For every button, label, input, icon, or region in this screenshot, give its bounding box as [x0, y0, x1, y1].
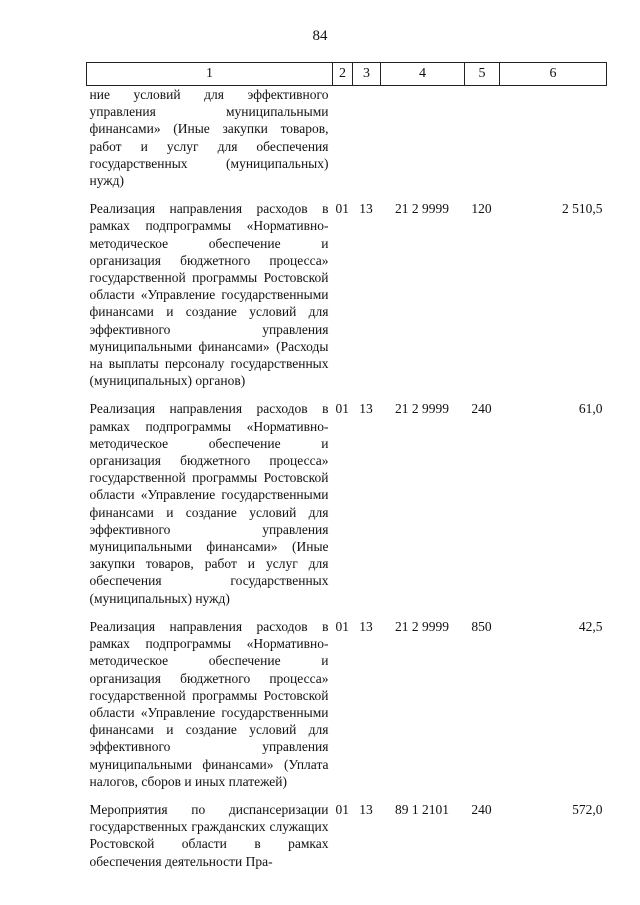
row-expense-type: 240	[471, 801, 492, 817]
row-section: 01	[335, 801, 349, 817]
table-header-row	[87, 63, 607, 86]
budget-table	[86, 62, 607, 881]
row-expense-type: 240	[471, 401, 492, 417]
row-expense-type	[465, 86, 500, 201]
row-expense-type: 850	[471, 618, 492, 634]
row-description: ние условий для эффективного управления муниципальными финансами» (Иные закупки товаров, работ и услуг для обеспечения государственных (муниципальных) нужд)	[89, 87, 329, 189]
row-amount: 61,0	[578, 401, 603, 417]
row-subsection: 13	[359, 618, 373, 634]
row-description: Мероприятия по диспансеризации государственных гражданских служащих Ростовской области в рамках обеспечения деятельности Пра-	[89, 801, 329, 869]
row-amount	[500, 86, 607, 201]
row-subsection: 13	[359, 801, 373, 817]
table-row	[87, 618, 607, 801]
row-description: Реализация направления расходов в рамках подпрограммы «Нормативно-методическое обеспечение и организация бюджетного процесса» государственной программы Ростовской области «Управление государственными финансами и создание условий для эффективного управления муниципальными финансами» (Уплата налогов, сборов и иных платежей)	[89, 618, 329, 789]
header-col-6: 6	[500, 63, 607, 86]
row-section	[333, 86, 353, 201]
row-target-item: 21 2 9999	[395, 201, 449, 217]
row-subsection: 13	[359, 401, 373, 417]
row-amount: 42,5	[578, 618, 603, 634]
row-expense-type: 120	[471, 201, 492, 217]
row-target-item: 21 2 9999	[395, 401, 449, 417]
header-col-4: 4	[381, 63, 465, 86]
row-target-item: 89 1 2101	[395, 801, 449, 817]
row-section: 01	[335, 201, 349, 217]
header-col-2: 2	[333, 63, 353, 86]
row-section: 01	[335, 618, 349, 634]
header-col-5: 5	[465, 63, 500, 86]
table-row	[87, 801, 607, 881]
table-row	[87, 400, 607, 617]
table-row	[87, 86, 607, 201]
row-description: Реализация направления расходов в рамках подпрограммы «Нормативно-методическое обеспечение и организация бюджетного процесса» государственной программы Ростовской области «Управление государственными финансами и создание условий для эффективного управления муниципальными финансами» (Иные закупки товаров, работ и услуг для обеспечения государственных (муниципальных) нужд)	[89, 401, 329, 606]
row-target-item: 21 2 9999	[395, 618, 449, 634]
row-amount: 572,0	[572, 801, 603, 817]
header-col-1: 1	[87, 63, 333, 86]
page-number: 84	[312, 28, 328, 44]
row-amount: 2 510,5	[562, 201, 603, 217]
row-subsection: 13	[359, 201, 373, 217]
row-section: 01	[335, 401, 349, 417]
header-col-3: 3	[353, 63, 381, 86]
row-target-item	[381, 86, 465, 201]
table-row	[87, 200, 607, 400]
row-description: Реализация направления расходов в рамках подпрограммы «Нормативно-методическое обеспечение и организация бюджетного процесса» государственной программы Ростовской области «Управление государственными финансами и создание условий для эффективного управления муниципальными финансами» (Расходы на выплаты персоналу государственных (муниципальных) органов)	[89, 201, 329, 389]
row-subsection	[353, 86, 381, 201]
